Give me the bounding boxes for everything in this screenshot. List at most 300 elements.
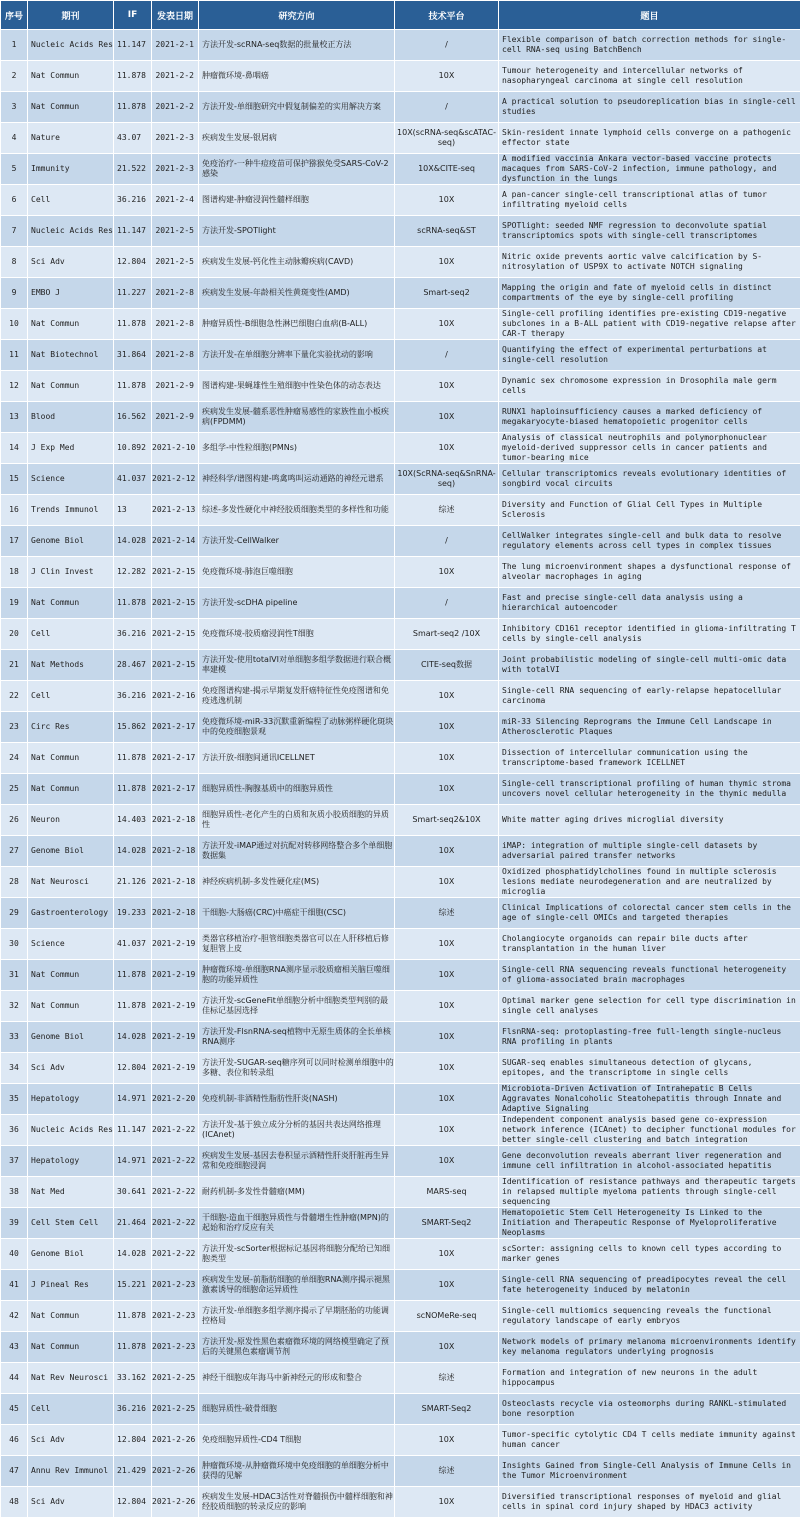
cell-pub-date: 2021-2-18 xyxy=(152,898,199,929)
cell-title xyxy=(499,464,800,495)
cell-index: 14 xyxy=(1,433,28,464)
cell-impact-factor: 12.804 xyxy=(114,1425,152,1456)
cell-journal: Nucleic Acids Res xyxy=(28,1115,114,1146)
cell-title xyxy=(499,1053,800,1084)
cell-journal: Nat Commun xyxy=(28,309,114,340)
table-row xyxy=(1,650,800,681)
cell-title-text: Quantifying the effect of experimental perturbations at single-cell resolution xyxy=(502,345,800,365)
cell-impact-factor: 14.028 xyxy=(114,1022,152,1053)
header-platform: 技术平台 xyxy=(395,1,499,30)
cell-journal: Nat Commun xyxy=(28,1332,114,1363)
cell-research-direction xyxy=(199,340,395,371)
cell-research-direction-text: 免疫细胞异质性-CD4 T细胞 xyxy=(202,1435,394,1445)
table-row xyxy=(1,1115,800,1146)
cell-title-text: Nitric oxide prevents aortic valve calcification by S-nitrosylation of USP9X to activate NOTCH signaling xyxy=(502,252,800,272)
cell-pub-date: 2021-2-3 xyxy=(152,123,199,154)
cell-research-direction-text: 肿瘤微环境-从肿瘤微环境中免疫细胞的单细胞分析中获得的见解 xyxy=(202,1461,394,1481)
cell-index: 13 xyxy=(1,402,28,433)
cell-research-direction xyxy=(199,557,395,588)
cell-research-direction-text: 方法开发-基于独立成分分析的基因共表达网络推理(ICAnet) xyxy=(202,1120,394,1140)
table-row xyxy=(1,929,800,960)
cell-index: 47 xyxy=(1,1456,28,1487)
cell-impact-factor: 11.878 xyxy=(114,991,152,1022)
cell-research-direction xyxy=(199,1394,395,1425)
cell-platform: CITE-seq数据 xyxy=(395,650,499,681)
cell-research-direction xyxy=(199,805,395,836)
cell-impact-factor: 36.216 xyxy=(114,185,152,216)
cell-title xyxy=(499,1146,800,1177)
cell-title xyxy=(499,278,800,309)
cell-title xyxy=(499,495,800,526)
cell-impact-factor: 21.464 xyxy=(114,1208,152,1239)
cell-research-direction xyxy=(199,1425,395,1456)
cell-title-text: A pan-cancer single-cell transcriptional atlas of tumor infiltrating myeloid cells xyxy=(502,190,800,210)
cell-journal: Cell xyxy=(28,619,114,650)
cell-pub-date: 2021-2-9 xyxy=(152,402,199,433)
cell-impact-factor: 11.878 xyxy=(114,743,152,774)
cell-title xyxy=(499,1177,800,1208)
table-row xyxy=(1,61,800,92)
cell-platform: 10X xyxy=(395,247,499,278)
cell-impact-factor: 12.804 xyxy=(114,1053,152,1084)
cell-title-text: Independent component analysis based gene co-expression network inference (ICAnet) to decipher functional modules for better single-cell clustering and batch integration xyxy=(502,1115,800,1145)
cell-platform: 10X xyxy=(395,1146,499,1177)
cell-title-text: Dissection of intercellular communication using the transcriptome-based framework ICELLNET xyxy=(502,748,800,768)
cell-platform: Smart-seq2&10X xyxy=(395,805,499,836)
cell-impact-factor: 12.804 xyxy=(114,1487,152,1518)
cell-research-direction xyxy=(199,867,395,898)
cell-index: 23 xyxy=(1,712,28,743)
cell-index: 16 xyxy=(1,495,28,526)
table-row xyxy=(1,495,800,526)
cell-platform: 10X xyxy=(395,836,499,867)
cell-research-direction-text: 神经科学/谱图构建-鸣禽鸣叫运动通路的神经元谱系 xyxy=(202,474,394,484)
cell-impact-factor: 41.037 xyxy=(114,464,152,495)
cell-index: 45 xyxy=(1,1394,28,1425)
cell-research-direction xyxy=(199,1363,395,1394)
cell-title xyxy=(499,340,800,371)
cell-title-text: White matter aging drives microglial diversity xyxy=(502,815,800,825)
cell-title xyxy=(499,743,800,774)
cell-research-direction-text: 疾病发生发展-HDAC3活性对脊髓损伤中髓样细胞和神经胶质细胞的转录反应的影响 xyxy=(202,1492,394,1512)
cell-pub-date: 2021-2-20 xyxy=(152,1084,199,1115)
cell-title-text: Fast and precise single-cell data analysis using a hierarchical autoencoder xyxy=(502,593,800,613)
cell-impact-factor: 14.028 xyxy=(114,526,152,557)
cell-title-text: Tumour heterogeneity and intercellular networks of nasopharyngeal carcinoma at single cell resolution xyxy=(502,66,800,86)
cell-title xyxy=(499,650,800,681)
cell-research-direction-text: 细胞异质性-老化产生的白质和灰质小胶质细胞的异质性 xyxy=(202,810,394,830)
cell-research-direction-text: 免疫治疗-一种牛痘疫苗可保护猕猴免受SARS-CoV-2感染 xyxy=(202,159,394,179)
cell-journal: Cell Stem Cell xyxy=(28,1208,114,1239)
cell-journal: Nat Commun xyxy=(28,960,114,991)
cell-pub-date: 2021-2-8 xyxy=(152,309,199,340)
cell-pub-date: 2021-2-17 xyxy=(152,743,199,774)
cell-research-direction xyxy=(199,743,395,774)
cell-title xyxy=(499,588,800,619)
cell-index: 18 xyxy=(1,557,28,588)
cell-research-direction-text: 免疫图谱构建-揭示早期复发肝癌特征性免疫图谱和免疫逃逸机制 xyxy=(202,686,394,706)
cell-research-direction xyxy=(199,154,395,185)
cell-index: 31 xyxy=(1,960,28,991)
cell-title xyxy=(499,92,800,123)
cell-title xyxy=(499,247,800,278)
cell-journal: Genome Biol xyxy=(28,1022,114,1053)
cell-title-text: Flexible comparison of batch correction methods for single-cell RNA-seq using BatchBench xyxy=(502,35,800,55)
cell-research-direction-text: 细胞异质性-破骨细胞 xyxy=(202,1404,394,1414)
table-row xyxy=(1,247,800,278)
table-row xyxy=(1,1332,800,1363)
cell-impact-factor: 28.467 xyxy=(114,650,152,681)
cell-research-direction-text: 细胞异质性-胸腺基质中的细胞异质性 xyxy=(202,784,394,794)
cell-research-direction xyxy=(199,774,395,805)
cell-index: 21 xyxy=(1,650,28,681)
cell-platform: 10X(ScRNA-seq&SnRNA-seq) xyxy=(395,464,499,495)
cell-platform: 10X xyxy=(395,1487,499,1518)
cell-platform: 10X xyxy=(395,867,499,898)
cell-research-direction xyxy=(199,1208,395,1239)
table-row xyxy=(1,309,800,340)
cell-pub-date: 2021-2-15 xyxy=(152,557,199,588)
cell-title xyxy=(499,371,800,402)
cell-pub-date: 2021-2-3 xyxy=(152,154,199,185)
cell-journal: Nucleic Acids Res xyxy=(28,216,114,247)
header-index: 序号 xyxy=(1,1,28,30)
cell-title xyxy=(499,123,800,154)
cell-title xyxy=(499,712,800,743)
cell-research-direction-text: 肿瘤微环境-鼻咽癌 xyxy=(202,71,394,81)
cell-pub-date: 2021-2-17 xyxy=(152,712,199,743)
cell-journal: Trends Immunol xyxy=(28,495,114,526)
cell-pub-date: 2021-2-26 xyxy=(152,1456,199,1487)
cell-impact-factor: 43.07 xyxy=(114,123,152,154)
cell-pub-date: 2021-2-10 xyxy=(152,433,199,464)
cell-impact-factor: 41.037 xyxy=(114,929,152,960)
cell-impact-factor: 14.028 xyxy=(114,1239,152,1270)
cell-journal: Hepatology xyxy=(28,1146,114,1177)
cell-index: 6 xyxy=(1,185,28,216)
cell-journal: Nat Commun xyxy=(28,774,114,805)
table-row xyxy=(1,216,800,247)
cell-index: 33 xyxy=(1,1022,28,1053)
cell-impact-factor: 11.878 xyxy=(114,309,152,340)
cell-title-text: SPOTlight: seeded NMF regression to deconvolute spatial transcriptomics spots with single-cell transcriptomes xyxy=(502,221,800,241)
table-row xyxy=(1,30,800,61)
cell-research-direction xyxy=(199,278,395,309)
cell-research-direction-text: 疾病发生发展-钙化性主动脉瓣疾病(CAVD) xyxy=(202,257,394,267)
cell-pub-date: 2021-2-19 xyxy=(152,1053,199,1084)
cell-title-text: Single-cell profiling identifies pre-existing CD19-negative subclones in a B-ALL patient with CD19-negative relapse after CAR-T therapy xyxy=(502,309,800,339)
cell-pub-date: 2021-2-14 xyxy=(152,526,199,557)
cell-impact-factor: 13 xyxy=(114,495,152,526)
cell-platform: 10X xyxy=(395,1270,499,1301)
cell-journal: Sci Adv xyxy=(28,1487,114,1518)
cell-platform: SMART-Seq2 xyxy=(395,1208,499,1239)
table-row xyxy=(1,340,800,371)
cell-journal: Sci Adv xyxy=(28,1425,114,1456)
cell-journal: Nucleic Acids Res xyxy=(28,30,114,61)
cell-platform: 10X xyxy=(395,743,499,774)
cell-title xyxy=(499,929,800,960)
cell-research-direction xyxy=(199,1270,395,1301)
cell-index: 10 xyxy=(1,309,28,340)
cell-pub-date: 2021-2-12 xyxy=(152,464,199,495)
cell-index: 48 xyxy=(1,1487,28,1518)
cell-pub-date: 2021-2-22 xyxy=(152,1177,199,1208)
cell-platform: 10X xyxy=(395,1053,499,1084)
cell-platform: 10X xyxy=(395,774,499,805)
cell-impact-factor: 14.403 xyxy=(114,805,152,836)
cell-index: 17 xyxy=(1,526,28,557)
cell-title xyxy=(499,557,800,588)
cell-title-text: A modified vaccinia Ankara vector-based vaccine protects macaques from SARS-CoV-2 infection, immune pathology, and dysfunction in the lungs xyxy=(502,154,800,184)
cell-index: 11 xyxy=(1,340,28,371)
table-row xyxy=(1,712,800,743)
cell-title xyxy=(499,1487,800,1518)
cell-index: 27 xyxy=(1,836,28,867)
table-row xyxy=(1,402,800,433)
cell-journal: Immunity xyxy=(28,154,114,185)
cell-title xyxy=(499,1022,800,1053)
cell-research-direction-text: 干细胞-大肠癌(CRC)中癌症干细胞(CSC) xyxy=(202,908,394,918)
cell-research-direction xyxy=(199,898,395,929)
cell-title xyxy=(499,1394,800,1425)
cell-platform: 10X xyxy=(395,1084,499,1115)
cell-index: 46 xyxy=(1,1425,28,1456)
table-row xyxy=(1,1053,800,1084)
cell-title xyxy=(499,1425,800,1456)
cell-platform: 10X xyxy=(395,309,499,340)
cell-title xyxy=(499,1208,800,1239)
cell-impact-factor: 15.221 xyxy=(114,1270,152,1301)
cell-index: 32 xyxy=(1,991,28,1022)
cell-research-direction xyxy=(199,650,395,681)
cell-research-direction xyxy=(199,929,395,960)
cell-journal: Hepatology xyxy=(28,1084,114,1115)
cell-platform: / xyxy=(395,526,499,557)
cell-title-text: SUGAR-seq enables simultaneous detection of glycans, epitopes, and the transcriptome in single cells xyxy=(502,1058,800,1078)
cell-research-direction-text: 免疫微环境-胶质瘤浸润性T细胞 xyxy=(202,629,394,639)
cell-research-direction xyxy=(199,526,395,557)
cell-research-direction-text: 免疫机制-非酒精性脂肪性肝炎(NASH) xyxy=(202,1094,394,1104)
cell-journal: Nat Commun xyxy=(28,991,114,1022)
cell-journal: Circ Res xyxy=(28,712,114,743)
cell-journal: Nature xyxy=(28,123,114,154)
cell-pub-date: 2021-2-9 xyxy=(152,371,199,402)
cell-pub-date: 2021-2-1 xyxy=(152,30,199,61)
cell-platform: 10X xyxy=(395,681,499,712)
cell-title xyxy=(499,185,800,216)
cell-journal: Science xyxy=(28,929,114,960)
cell-pub-date: 2021-2-18 xyxy=(152,867,199,898)
cell-pub-date: 2021-2-15 xyxy=(152,588,199,619)
cell-research-direction-text: 方法开发-原发性黑色素瘤微环境的网络模型确定了预后的关键黑色素瘤调节剂 xyxy=(202,1337,394,1357)
cell-impact-factor: 31.864 xyxy=(114,340,152,371)
table-row xyxy=(1,1394,800,1425)
cell-research-direction-text: 图谱构建-肿瘤浸润性髓样细胞 xyxy=(202,195,394,205)
cell-research-direction xyxy=(199,30,395,61)
cell-research-direction-text: 疾病发生发展-银屑病 xyxy=(202,133,394,143)
cell-pub-date: 2021-2-23 xyxy=(152,1301,199,1332)
cell-title-text: Joint probabilistic modeling of single-cell multi-omic data with totalVI xyxy=(502,655,800,675)
cell-title-text: Network models of primary melanoma microenvironments identify key melanoma regulators underlying prognosis xyxy=(502,1337,800,1357)
cell-platform: 10X xyxy=(395,960,499,991)
cell-title-text: RUNX1 haploinsufficiency causes a marked deficiency of megakaryocyte-biased hematopoietic progenitor cells xyxy=(502,407,800,427)
cell-title xyxy=(499,309,800,340)
cell-index: 25 xyxy=(1,774,28,805)
cell-research-direction xyxy=(199,309,395,340)
table-row xyxy=(1,433,800,464)
cell-journal: Annu Rev Immunol xyxy=(28,1456,114,1487)
cell-journal: Nat Methods xyxy=(28,650,114,681)
cell-title xyxy=(499,1270,800,1301)
cell-title xyxy=(499,991,800,1022)
cell-pub-date: 2021-2-23 xyxy=(152,1332,199,1363)
cell-title xyxy=(499,433,800,464)
cell-journal: Nat Commun xyxy=(28,1301,114,1332)
cell-pub-date: 2021-2-25 xyxy=(152,1394,199,1425)
cell-research-direction-text: 方法开发-SPOTlight xyxy=(202,226,394,236)
cell-research-direction-text: 方法开发-单细胞研究中假复制偏差的实用解决方案 xyxy=(202,102,394,112)
table-row xyxy=(1,154,800,185)
cell-impact-factor: 11.878 xyxy=(114,960,152,991)
header-journal: 期刊 xyxy=(28,1,114,30)
cell-impact-factor: 11.878 xyxy=(114,92,152,123)
cell-pub-date: 2021-2-26 xyxy=(152,1487,199,1518)
cell-title-text: Single-cell RNA sequencing reveals functional heterogeneity of glioma-associated brain macrophages xyxy=(502,965,800,985)
table-row xyxy=(1,1270,800,1301)
cell-research-direction-text: 方法开发-scSorter根据标记基因将细胞分配给已知细胞类型 xyxy=(202,1244,394,1264)
cell-pub-date: 2021-2-15 xyxy=(152,650,199,681)
cell-platform: 10X xyxy=(395,185,499,216)
cell-research-direction xyxy=(199,495,395,526)
cell-impact-factor: 21.429 xyxy=(114,1456,152,1487)
table-row xyxy=(1,123,800,154)
cell-impact-factor: 36.216 xyxy=(114,681,152,712)
cell-research-direction-text: 免疫微环境-肺泡巨噬细胞 xyxy=(202,567,394,577)
cell-platform: 10X xyxy=(395,61,499,92)
cell-pub-date: 2021-2-4 xyxy=(152,185,199,216)
header-title: 题目 xyxy=(499,1,800,30)
cell-research-direction-text: 方法开发-scGeneFit单细胞分析中细胞类型判别的最佳标记基因选择 xyxy=(202,996,394,1016)
cell-title xyxy=(499,1115,800,1146)
cell-title-text: Gene deconvolution reveals aberrant liver regeneration and immune cell infiltration in alcohol-associated hepatitis xyxy=(502,1151,800,1171)
cell-title-text: Formation and integration of new neurons in the adult hippocampus xyxy=(502,1368,800,1388)
cell-journal: Sci Adv xyxy=(28,247,114,278)
cell-pub-date: 2021-2-22 xyxy=(152,1208,199,1239)
cell-title xyxy=(499,1363,800,1394)
cell-research-direction xyxy=(199,1115,395,1146)
cell-title-text: A practical solution to pseudoreplication bias in single-cell studies xyxy=(502,97,800,117)
cell-journal: Nat Rev Neurosci xyxy=(28,1363,114,1394)
cell-index: 39 xyxy=(1,1208,28,1239)
table-row xyxy=(1,1487,800,1518)
cell-impact-factor: 11.227 xyxy=(114,278,152,309)
cell-title xyxy=(499,898,800,929)
cell-pub-date: 2021-2-25 xyxy=(152,1363,199,1394)
cell-research-direction xyxy=(199,433,395,464)
table-row xyxy=(1,278,800,309)
cell-index: 19 xyxy=(1,588,28,619)
cell-platform: Smart-seq2 xyxy=(395,278,499,309)
cell-title xyxy=(499,805,800,836)
cell-title xyxy=(499,61,800,92)
cell-impact-factor: 14.971 xyxy=(114,1084,152,1115)
cell-index: 34 xyxy=(1,1053,28,1084)
cell-research-direction-text: 免疫微环境-miR-33沉默重新编程了动脉粥样硬化斑块中的免疫细胞景观 xyxy=(202,717,394,737)
table-row xyxy=(1,991,800,1022)
cell-pub-date: 2021-2-5 xyxy=(152,216,199,247)
cell-research-direction xyxy=(199,1053,395,1084)
cell-impact-factor: 30.641 xyxy=(114,1177,152,1208)
cell-title xyxy=(499,30,800,61)
cell-journal: Neuron xyxy=(28,805,114,836)
cell-title xyxy=(499,526,800,557)
cell-platform: 10X xyxy=(395,371,499,402)
header-pub-date: 发表日期 xyxy=(152,1,199,30)
cell-journal: Nat Commun xyxy=(28,588,114,619)
cell-platform: 10X xyxy=(395,1425,499,1456)
cell-journal: Nat Commun xyxy=(28,92,114,123)
cell-platform: 综述 xyxy=(395,1456,499,1487)
cell-title-text: Single-cell transcriptional profiling of human thymic stroma uncovers novel cellular heterogeneity in the thymic medulla xyxy=(502,779,800,799)
cell-platform: 10X xyxy=(395,929,499,960)
cell-platform: / xyxy=(395,588,499,619)
cell-index: 35 xyxy=(1,1084,28,1115)
cell-research-direction xyxy=(199,836,395,867)
cell-journal: Nat Biotechnol xyxy=(28,340,114,371)
cell-research-direction-text: 方法开发-FlsnRNA-seq植物中无原生质体的全长单核RNA测序 xyxy=(202,1027,394,1047)
cell-platform: 10X xyxy=(395,1022,499,1053)
cell-title-text: Tumor-specific cytolytic CD4 T cells mediate immunity against human cancer xyxy=(502,1430,800,1450)
cell-index: 38 xyxy=(1,1177,28,1208)
cell-title xyxy=(499,867,800,898)
table-row xyxy=(1,92,800,123)
table-row xyxy=(1,1456,800,1487)
cell-research-direction xyxy=(199,371,395,402)
cell-research-direction-text: 方法开发-CellWalker xyxy=(202,536,394,546)
cell-impact-factor: 16.562 xyxy=(114,402,152,433)
cell-title xyxy=(499,402,800,433)
cell-index: 41 xyxy=(1,1270,28,1301)
table-row xyxy=(1,960,800,991)
table-row xyxy=(1,681,800,712)
table-row xyxy=(1,898,800,929)
table-row xyxy=(1,619,800,650)
cell-impact-factor: 11.878 xyxy=(114,588,152,619)
cell-research-direction xyxy=(199,960,395,991)
cell-platform: scNOMeRe-seq xyxy=(395,1301,499,1332)
cell-index: 29 xyxy=(1,898,28,929)
cell-research-direction-text: 疾病发生发展-年龄相关性黄斑变性(AMD) xyxy=(202,288,394,298)
cell-title-text: CellWalker integrates single-cell and bulk data to resolve regulatory elements across cell types in complex tissues xyxy=(502,531,800,551)
table-row xyxy=(1,1239,800,1270)
cell-research-direction xyxy=(199,402,395,433)
cell-title-text: Clinical Implications of colorectal cancer stem cells in the age of single-cell OMICs and targeted therapies xyxy=(502,903,800,923)
cell-platform: Smart-seq2 /10X xyxy=(395,619,499,650)
header-impact-factor: IF xyxy=(114,1,152,30)
cell-journal: Genome Biol xyxy=(28,836,114,867)
cell-index: 7 xyxy=(1,216,28,247)
cell-journal: Gastroenterology xyxy=(28,898,114,929)
cell-research-direction-text: 疾病发生发展-髓系恶性肿瘤易感性的家族性血小板疾病(FPDMM) xyxy=(202,407,394,427)
table-row xyxy=(1,1208,800,1239)
cell-impact-factor: 11.878 xyxy=(114,1301,152,1332)
cell-title-text: Dynamic sex chromosome expression in Drosophila male germ cells xyxy=(502,376,800,396)
cell-index: 24 xyxy=(1,743,28,774)
cell-research-direction xyxy=(199,1022,395,1053)
cell-title-text: Single-cell RNA sequencing of preadipocytes reveal the cell fate heterogeneity induced by melatonin xyxy=(502,1275,800,1295)
cell-platform: 10X xyxy=(395,557,499,588)
